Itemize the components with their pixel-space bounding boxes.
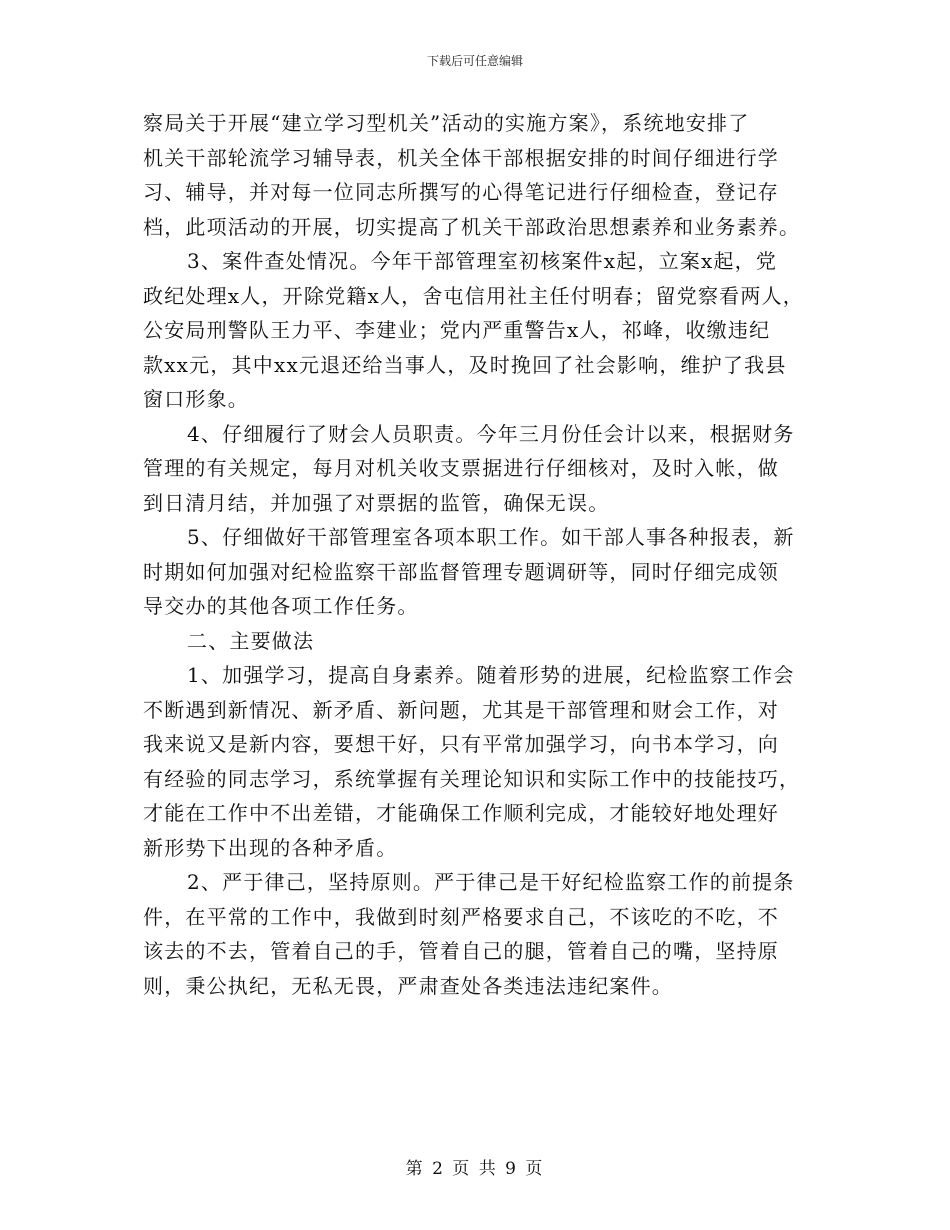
text-line: 到日清月结，并加强了对票据的监管，确保无误。 xyxy=(143,490,610,515)
text-line: 新形势下出现的各种矛盾。 xyxy=(143,835,398,860)
section-heading: 二、主要做法 xyxy=(187,628,315,653)
text-line: 管理的有关规定，每月对机关收支票据进行仔细核对，及时入帐，做 xyxy=(143,456,779,480)
text-line: 察局关于开展“建立学习型机关”活动的实施方案》，系统地安排了 xyxy=(143,111,750,135)
text-line: 不断遇到新情况、新矛盾、新问题，尤其是干部管理和财会工作，对 xyxy=(143,697,779,722)
paragraph-start-line: 1、加强学习，提高自身素养。随着形势的进展，纪检监察工作会 xyxy=(187,663,795,687)
text-line: 习、辅导，并对每一位同志所撰写的心得笔记进行仔细检查，登记存 xyxy=(143,180,779,204)
document-body xyxy=(143,106,823,1003)
text-line: 导交办的其他各项工作任务。 xyxy=(143,594,419,618)
paragraph-start-line: 5、仔细做好干部管理室各项本职工作。如干部人事各种报表，新 xyxy=(187,525,795,549)
text-line: 档，此项活动的开展，切实提高了机关干部政治思想素养和业务素养。 xyxy=(143,214,801,239)
text-line: 则，秉公执纪，无私无畏，严肃查处各类违法违纪案件。 xyxy=(143,973,673,998)
paragraph-start-line: 2、严于律己，坚持原则。严于律己是干好纪检监察工作的前提条 xyxy=(187,870,795,894)
text-line: 机关干部轮流学习辅导表，机关全体干部根据安排的时间仔细进行学 xyxy=(143,145,779,170)
text-line: 时期如何加强对纪检监察干部监督管理专题调研等，同时仔细完成领 xyxy=(143,559,779,584)
text-line: 件，在平常的工作中，我做到时刻严格要求自己，不该吃的不吃，不 xyxy=(143,904,779,929)
page-header: 下载后可任意编辑 xyxy=(426,54,523,68)
text-line: 才能在工作中不出差错，才能确保工作顺利完成，才能较好地处理好 xyxy=(143,801,779,825)
paragraph-start-line: 3、案件查处情况。今年干部管理室初核案件x起，立案x起，党 xyxy=(187,249,778,273)
paragraph-start-line: 4、仔细履行了财会人员职责。今年三月份任会计以来，根据财务 xyxy=(187,421,795,446)
text-line: 政纪处理x人，开除党籍x人，舍屯信用社主任付明春；留党察看两人， xyxy=(143,283,804,308)
text-line: 我来说又是新内容，要想干好，只有平常加强学习，向书本学习，向 xyxy=(143,732,779,756)
text-line: 款xx元，其中xx元退还给当事人，及时挽回了社会影响，维护了我县 xyxy=(143,352,787,377)
text-line: 公安局刑警队王力平、李建业；党内严重警告x人，祁峰，收缴违纪 xyxy=(143,318,771,342)
text-line: 该去的不去，管着自己的手，管着自己的腿，管着自己的嘴，坚持原 xyxy=(143,939,779,963)
text-line: 有经验的同志学习，系统掌握有关理论知识和实际工作中的技能技巧， xyxy=(143,766,801,791)
page-number-footer: 第 2 页 共 9 页 xyxy=(405,1159,545,1179)
text-line: 窗口形象。 xyxy=(143,387,249,411)
